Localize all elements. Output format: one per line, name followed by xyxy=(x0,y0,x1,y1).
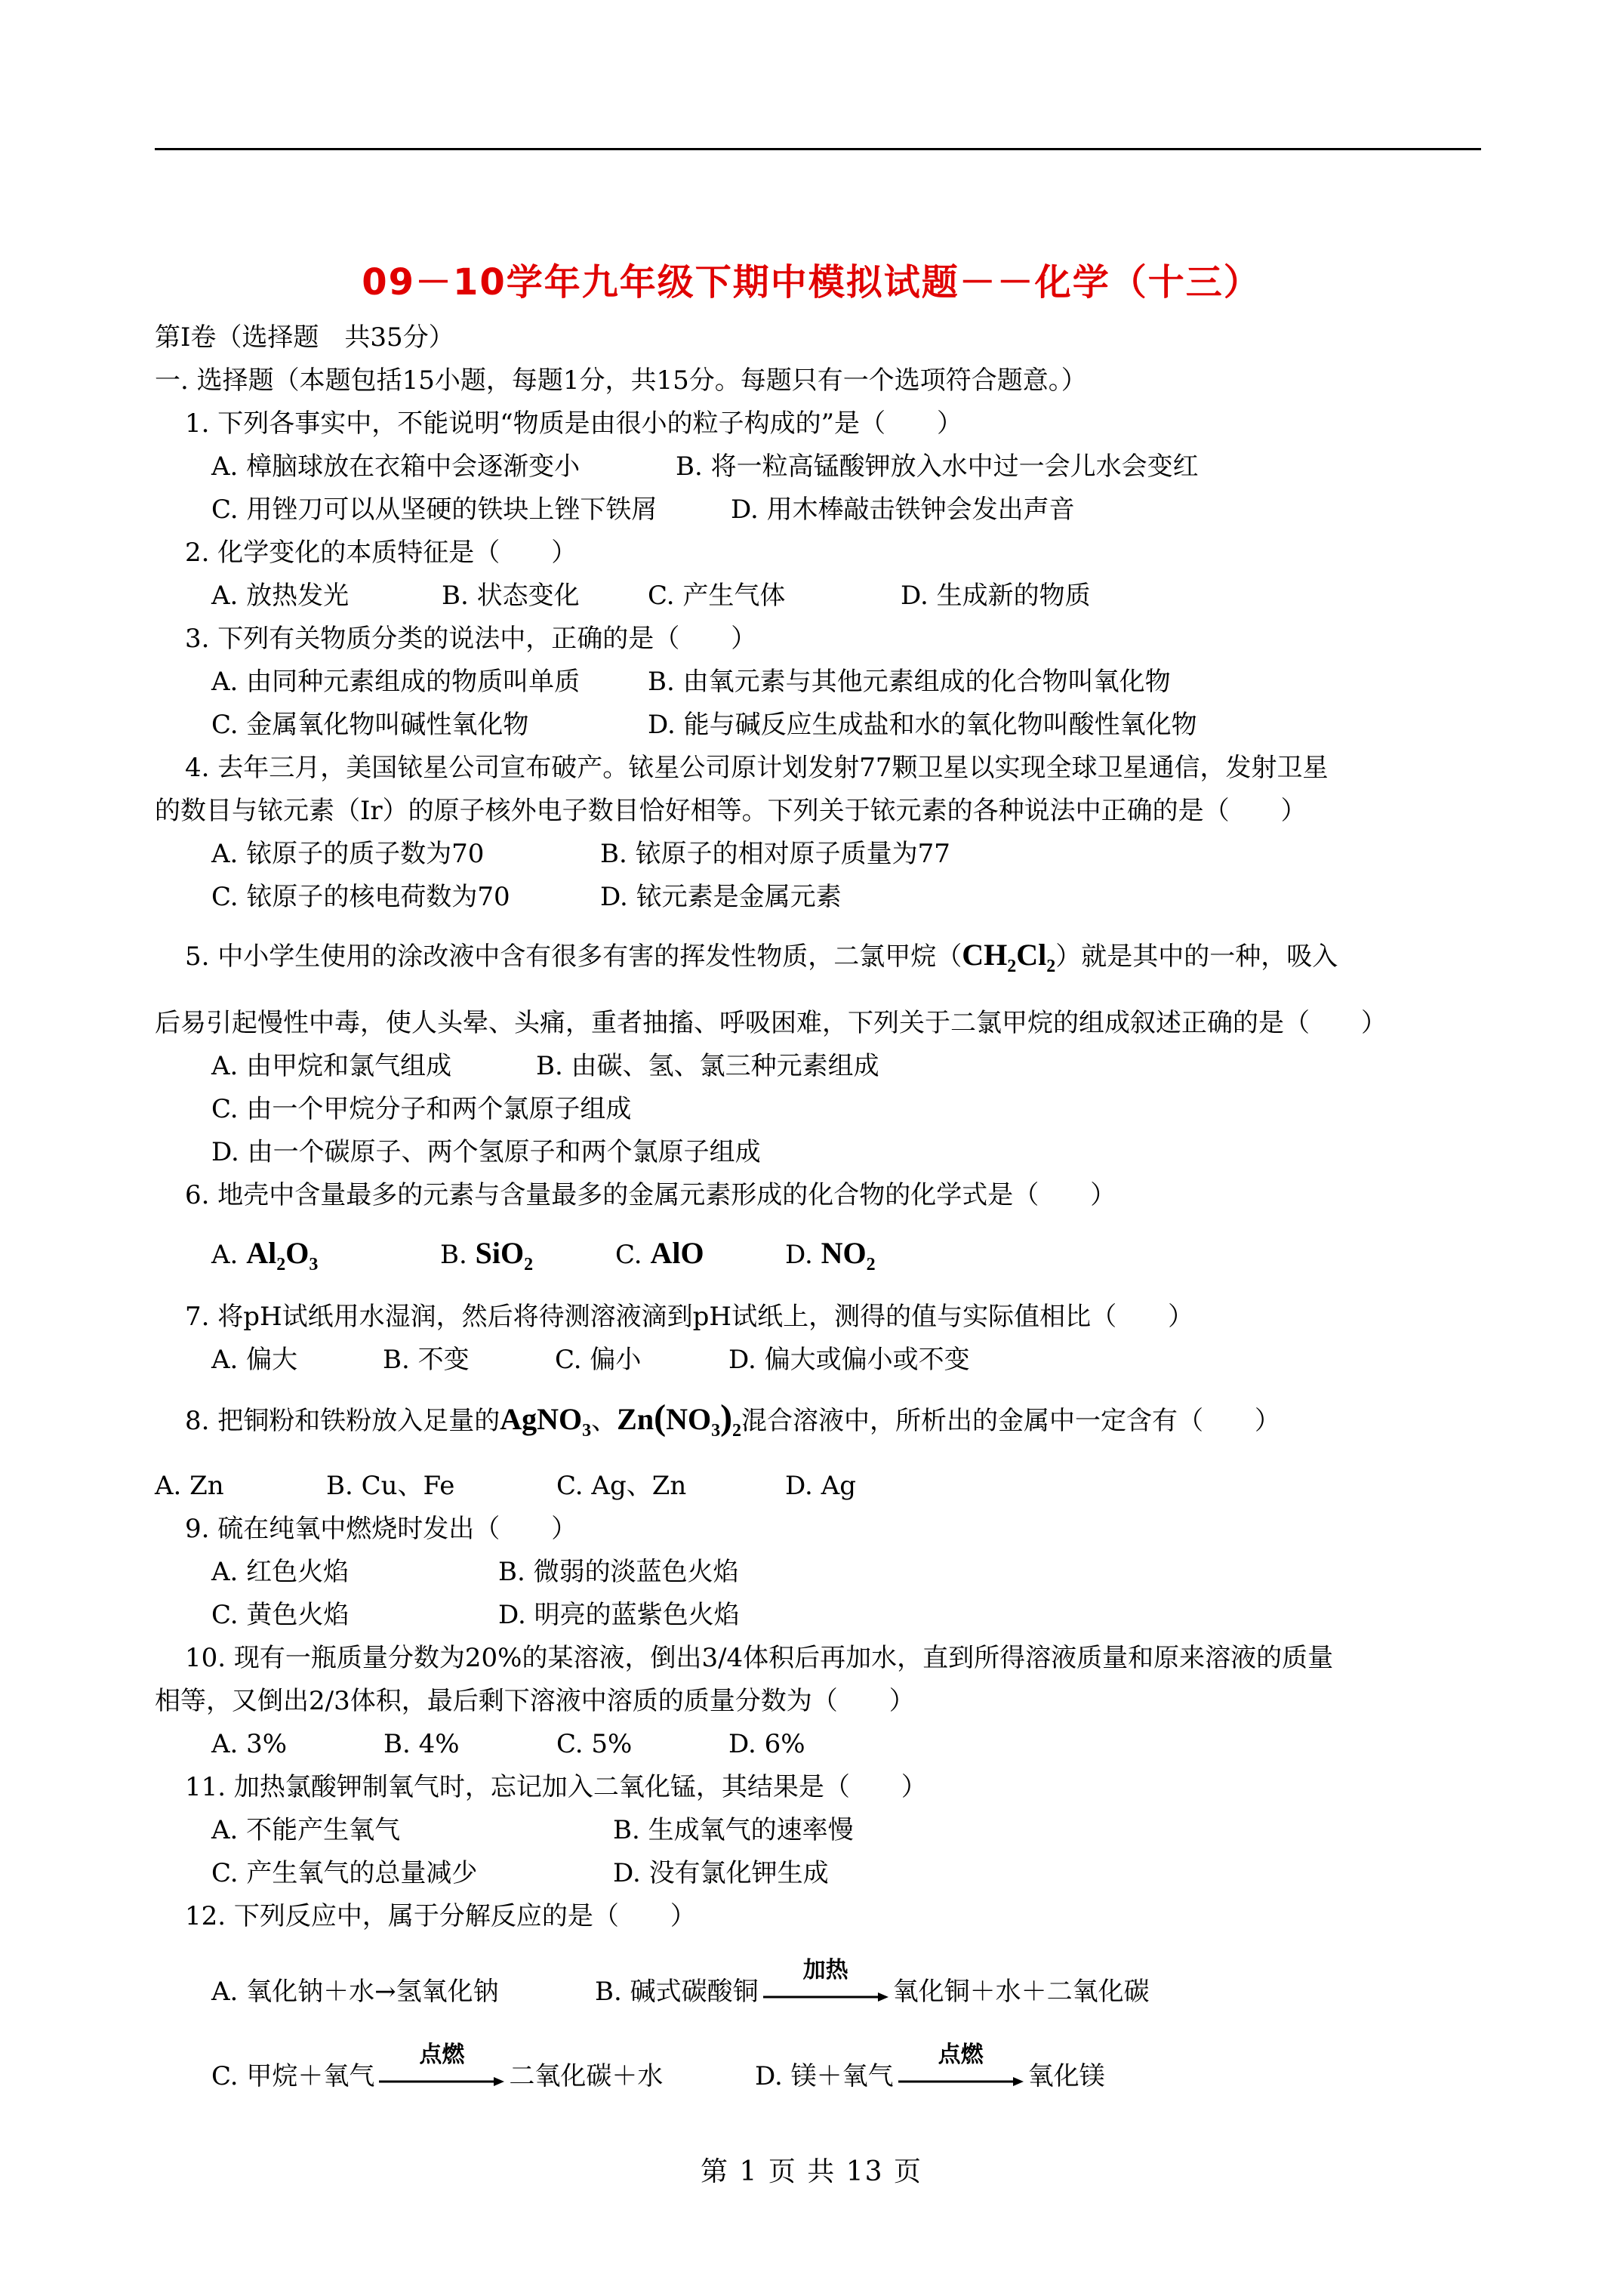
q5-stem-before: 5. 中小学生使用的涂改液中含有很多有害的挥发性物质，二氯甲烷（ xyxy=(185,942,962,972)
q10-option-d: D. 6% xyxy=(728,1729,805,1759)
q8-option-a: A. Zn xyxy=(155,1471,224,1501)
q7-option-d: D. 偏大或偏小或不变 xyxy=(728,1345,970,1375)
q12-option-b: B. 碱式碳酸铜 加热 氧化铜＋水＋二氧化碳 xyxy=(595,1957,1150,2007)
q12-option-c: C. 甲烷＋氧气 点燃 二氧化碳＋水 xyxy=(211,2042,664,2091)
q12-stem: 12. 下列反应中，属于分解反应的是（ ） xyxy=(185,1901,696,1931)
q10-option-c: C. 5% xyxy=(556,1729,633,1759)
q2-option-c: C. 产生气体 xyxy=(648,581,786,611)
q7-option-b: B. 不变 xyxy=(383,1345,470,1375)
q6-option-b: B. SiO$_2$ xyxy=(440,1236,534,1274)
q5-stem-after: ）就是其中的一种，吸入 xyxy=(1055,942,1338,972)
q12-option-a: A. 氧化钠＋水→氢氧化钠 xyxy=(211,1977,499,2007)
q10-option-a: A. 3% xyxy=(211,1729,288,1759)
q1-option-b: B. 将一粒高锰酸钾放入水中过一会儿水会变红 xyxy=(676,451,1199,482)
q1-stem: 1. 下列各事实中，不能说明“物质是由很小的粒子构成的”是（ ） xyxy=(185,408,963,439)
page-title: 09－10学年九年级下期中模拟试题－－化学（十三） xyxy=(362,261,1261,304)
part1-header: 一. 选择题（本题包括15小题，每题1分，共15分。每题只有一个选项符合题意。） xyxy=(155,365,1087,396)
q9-option-a: A. 红色火焰 xyxy=(211,1557,350,1587)
q6-stem: 6. 地壳中含量最多的元素与含量最多的金属元素形成的化合物的化学式是（ ） xyxy=(185,1180,1116,1210)
q9-stem: 9. 硫在纯氧中燃烧时发出（ ） xyxy=(185,1514,577,1544)
q4-option-c: C. 铱原子的核电荷数为70 xyxy=(211,882,510,912)
q5-option-c: C. 由一个甲烷分子和两个氯原子组成 xyxy=(211,1094,632,1124)
q11-option-d: D. 没有氯化钾生成 xyxy=(613,1858,829,1888)
q2-option-a: A. 放热发光 xyxy=(211,581,350,611)
q5-stem-line2: 后易引起慢性中毒，使人头晕、头痛，重者抽搐、呼吸困难，下列关于二氯甲烷的组成叙述正确的是（ ） xyxy=(155,1008,1387,1038)
q6-option-d: D. $NO_2$ xyxy=(785,1236,876,1274)
q10-option-b: B. 4% xyxy=(383,1729,460,1759)
q5-option-b: B. 由碳、氢、氯三种元素组成 xyxy=(536,1051,879,1081)
q2-option-d: D. 生成新的物质 xyxy=(901,581,1091,611)
q4-option-b: B. 铱原子的相对原子质量为77 xyxy=(600,839,950,869)
q5-option-a: A. 由甲烷和氯气组成 xyxy=(211,1051,452,1081)
q5-stem-line1 xyxy=(185,940,1338,982)
q9-option-b: B. 微弱的淡蓝色火焰 xyxy=(498,1557,739,1587)
q6-option-c: C. AlO xyxy=(615,1236,704,1270)
header-rule xyxy=(155,148,1481,150)
q6-option-a: A. $Al_2O_3$ xyxy=(211,1236,319,1274)
q2-option-b: B. 状态变化 xyxy=(442,581,580,611)
q1-option-d: D. 用木棒敲击铁钟会发出声音 xyxy=(731,495,1075,525)
q8-option-b: B. Cu、Fe xyxy=(326,1471,455,1501)
reaction-arrow-ignite-d: 点燃 xyxy=(897,2063,1025,2093)
q3-option-c: C. 金属氧化物叫碱性氧化物 xyxy=(211,710,529,740)
page-footer: 第 1 页 共 13 页 xyxy=(701,2156,922,2187)
q8-option-d: D. Ag xyxy=(785,1471,856,1501)
q9-option-d: D. 明亮的蓝紫色火焰 xyxy=(498,1600,740,1630)
q11-option-c: C. 产生氧气的总量减少 xyxy=(211,1858,478,1888)
q7-stem: 7. 将pH试纸用水湿润，然后将待测溶液滴到pH试纸上，测得的值与实际值相比（ ） xyxy=(185,1302,1194,1332)
q12-option-d: D. 镁＋氧气 点燃 氧化镁 xyxy=(755,2042,1105,2091)
q2-stem: 2. 化学变化的本质特征是（ ） xyxy=(185,538,577,568)
q4-option-d: D. 铱元素是金属元素 xyxy=(600,882,842,912)
q3-option-b: B. 由氧元素与其他元素组成的化合物叫氧化物 xyxy=(648,667,1171,697)
q4-stem-line2: 的数目与铱元素（Ir）的原子核外电子数目恰好相等。下列关于铱元素的各种说法中正确的是（ ） xyxy=(155,796,1307,826)
q5-formula: $CH_2Cl_2$ xyxy=(962,938,1056,976)
q4-option-a: A. 铱原子的质子数为70 xyxy=(211,839,485,869)
q7-option-a: A. 偏大 xyxy=(211,1345,298,1375)
q3-stem: 3. 下列有关物质分类的说法中，正确的是（ ） xyxy=(185,624,757,654)
q11-option-b: B. 生成氧气的速率慢 xyxy=(613,1815,854,1845)
q10-stem-line1: 10. 现有一瓶质量分数为20%的某溶液，倒出3/4体积后再加水，直到所得溶液质量和原来溶液的质量 xyxy=(185,1643,1334,1673)
q9-option-c: C. 黄色火焰 xyxy=(211,1600,350,1630)
reaction-arrow-ignite-c: 点燃 xyxy=(377,2063,506,2093)
q3-option-a: A. 由同种元素组成的物质叫单质 xyxy=(211,667,581,697)
q1-option-a: A. 樟脑球放在衣箱中会逐渐变小 xyxy=(211,451,581,482)
q11-option-a: A. 不能产生氧气 xyxy=(211,1815,401,1845)
q10-stem-line2: 相等，又倒出2/3体积，最后剩下溶液中溶质的质量分数为（ ） xyxy=(155,1686,915,1716)
section-header: 第Ⅰ卷（选择题 共35分） xyxy=(155,322,454,353)
q11-stem: 11. 加热氯酸钾制氧气时，忘记加入二氧化锰，其结果是（ ） xyxy=(185,1772,927,1802)
q8-stem: 8. 把铜粉和铁粉放入足量的AgNO$_3$、$Zn(NO_3)_2$混合溶液中，所析出的金属中一定含有（ ） xyxy=(185,1398,1281,1441)
q8-formula-zn-no3-2: $Zn(NO_3)_2$ xyxy=(617,1398,742,1441)
q7-option-c: C. 偏小 xyxy=(555,1345,642,1375)
q3-option-d: D. 能与碱反应生成盐和水的氧化物叫酸性氧化物 xyxy=(648,710,1197,740)
reaction-arrow-heating: 加热 xyxy=(762,1978,890,2008)
q8-formula-agno3: AgNO$_3$ xyxy=(500,1402,592,1441)
q4-stem-line1: 4. 去年三月，美国铱星公司宣布破产。铱星公司原计划发射77颗卫星以实现全球卫星通信，发射卫星 xyxy=(185,753,1329,783)
q5-option-d: D. 由一个碳原子、两个氢原子和两个氯原子组成 xyxy=(211,1137,761,1167)
q1-option-c: C. 用锉刀可以从坚硬的铁块上锉下铁屑 xyxy=(211,495,658,525)
q8-option-c: C. Ag、Zn xyxy=(556,1471,687,1501)
